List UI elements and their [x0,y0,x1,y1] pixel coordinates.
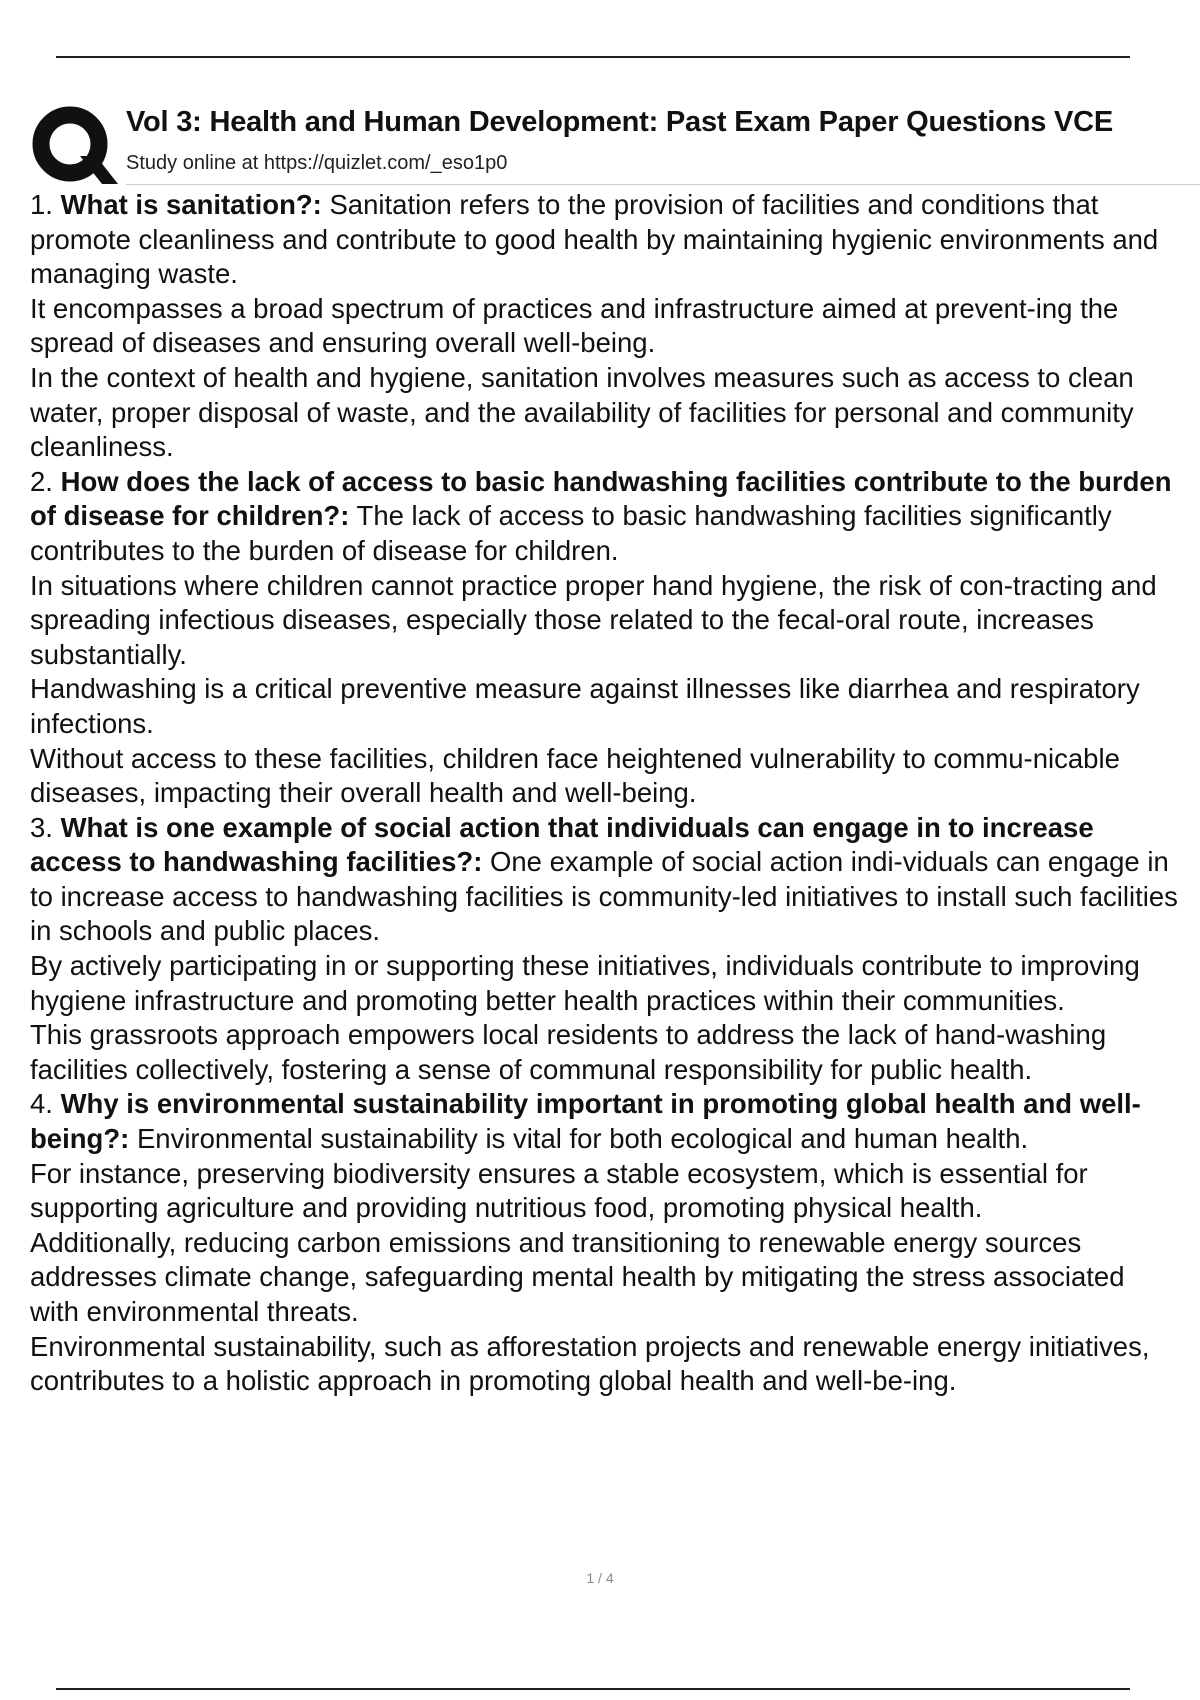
card-question: What is one example of social action that individuals can engage in to increase access to handwashing facilities?: [30,811,1094,878]
card-number: 1. [30,189,53,220]
card-answer: One example of social action indi-viduals can engage in to increase access to handwashing facilities is community-led initiatives to install such facilities in schools and public places. [30,846,1178,947]
answer-paragraph: In situations where children cannot practice proper hand hygiene, the risk of con-tracting and spreading infectious diseases, especially those related to the fecal-oral route, increases substantially. [30,569,1157,670]
study-online-link[interactable]: Study online at https://quizlet.com/_eso1p0 [126,152,508,174]
answer-paragraph: For instance, preserving biodiversity ensures a stable ecosystem, which is essential for supporting agriculture and providing nutritious food, promoting physical health. [30,1157,1088,1224]
document-header [30,100,1190,186]
card-number: 2. [30,465,53,497]
document-title: Vol 3: Health and Human Development: Past Exam Paper Questions VCE [126,106,1114,138]
card-2 [30,465,1180,569]
header-divider [126,184,1200,185]
answer-paragraph: Environmental sustainability, such as afforestation projects and renewable energy initiatives, contributes to a holistic approach in promoting global health and well-be-ing. [30,1330,1150,1397]
answer-paragraph: Without access to these facilities, children face heightened vulnerability to commu-nicable diseases, impacting their overall health and well-being. [30,742,1120,809]
quizlet-q-logo-icon [30,104,134,186]
card-number: 4. [30,1088,53,1120]
answer-paragraph: By actively participating in or supporting these initiatives, individuals contribute to improving hygiene infrastructure and promoting better health practices within their communities. [30,950,1140,1016]
card-number: 3. [30,811,53,843]
flashcard-list [30,188,1180,1399]
card-3 [30,811,1180,949]
answer-paragraph: In the context of health and hygiene, sanitation involves measures such as access to clean water, proper disposal of waste, and the availability of facilities for personal and community cleanliness. [30,361,1134,463]
card-answer: Environmental sustainability is vital for both ecological and human health. [136,1123,1029,1155]
card-question: What is sanitation?: [60,189,322,220]
answer-paragraph: This grassroots approach empowers local residents to address the lack of hand-washing facilities collectively, fostering a sense of communal responsibility for public health. [30,1019,1107,1085]
answer-paragraph: Additionally, reducing carbon emissions and transitioning to renewable energy sources addresses climate change, safeguarding mental health by mitigating the stress associated with environmental threats. [30,1226,1125,1327]
card-question: How does the lack of access to basic handwashing facilities contribute to the burden of disease for children?: [30,465,1172,532]
answer-paragraph: It encompasses a broad spectrum of practices and infrastructure aimed at prevent-ing the spread of diseases and ensuring overall well-being. [30,292,1119,359]
answer-paragraph: Handwashing is a critical preventive measure against illnesses like diarrhea and respiratory infections. [30,673,1140,739]
bottom-divider [56,1688,1130,1690]
card-1 [30,188,1180,292]
top-divider [56,56,1130,58]
card-answer: Sanitation refers to the provision of facilities and conditions that promote cleanliness and contribute to good health by maintaining hygienic environments and managing waste. [30,189,1159,290]
card-answer: The lack of access to basic handwashing facilities significantly contributes to the burden of disease for children. [30,500,1112,566]
card-4 [30,1087,1180,1156]
page-number: 1 / 4 [586,1570,614,1586]
card-question: Why is environmental sustainability important in promoting global health and well-being?: [30,1088,1141,1155]
